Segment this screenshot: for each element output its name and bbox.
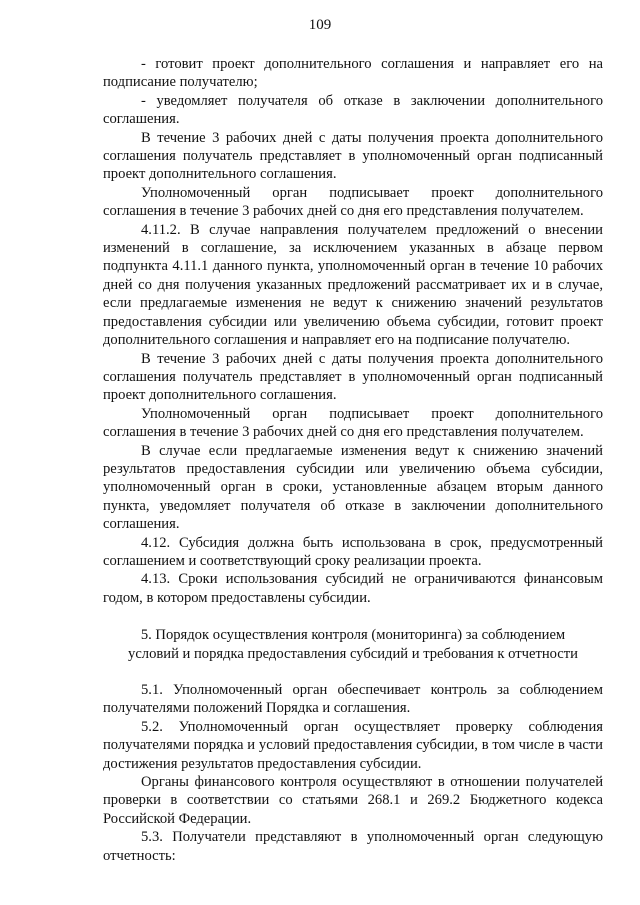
- page-number: 109: [308, 17, 332, 33]
- paragraph: В случае если предлагаемые изменения ведут к снижению значений результатов предоставления субсидии или увеличению объема субсидии, уполномоченный орган в сроки, установленные абзацем вторым данного пункта, уведомляет получателя об отказе в заключении дополнительного соглашения.: [103, 442, 603, 533]
- paragraph: 5.2. Уполномоченный орган осуществляет проверку соблюдения получателями порядка и условий предоставления субсидии, в том числе в части достижения результатов предоставления субсидии.: [103, 718, 603, 772]
- paragraph: Уполномоченный орган подписывает проект дополнительного соглашения в течение 3 рабочих дней со дня его представления получателем.: [103, 184, 603, 220]
- paragraph: Органы финансового контроля осуществляют в отношении получателей проверки в соответствии со статьями 268.1 и 269.2 Бюджетного кодекса Российской Федерации.: [103, 774, 603, 827]
- paragraph: - готовит проект дополнительного соглашения и направляет его на подписание получателю;: [103, 56, 603, 91]
- paragraph: 5.1. Уполномоченный орган обеспечивает контроль за соблюдением получателями положений Порядка и соглашения.: [103, 682, 603, 717]
- paragraph: Уполномоченный орган подписывает проект дополнительного соглашения в течение 3 рабочих дней со дня его представления получателем.: [103, 405, 603, 441]
- paragraph: В течение 3 рабочих дней с даты получения проекта дополнительного соглашения получатель представляет в уполномоченный орган подписанный проект дополнительного соглашения.: [103, 129, 603, 183]
- paragraph: 4.13. Сроки использования субсидий не ограничиваются финансовым годом, в котором предоставлены субсидии.: [103, 571, 603, 606]
- paragraph: 5.3. Получатели представляют в уполномоченный орган следующую отчетность:: [103, 829, 603, 864]
- paragraph: 4.12. Субсидия должна быть использована в срок, предусмотренный соглашением и соответствующий сроку реализации проекта.: [103, 534, 603, 569]
- section-heading: [103, 626, 603, 663]
- section-heading-line: условий и порядка предоставления субсидий и требования к отчетности: [128, 645, 578, 662]
- paragraph: В течение 3 рабочих дней с даты получения проекта дополнительного соглашения получатель представляет в уполномоченный орган подписанный проект дополнительного соглашения.: [103, 350, 603, 404]
- page-content: [103, 55, 603, 865]
- paragraph: 4.11.2. В случае направления получателем предложений о внесении изменений в соглашение, за исключением указанных в абзаце первом подпункта 4.11.1 данного пункта, уполномоченный орган в течение 10 рабочих дней со дня получения указанных предложений рассматривает их и в случае, если предлагаемые изменения не ведут к снижению значений результатов предоставления субсидии или увеличению объема субсидии, готовит проект дополнительного соглашения и направляет его на подписание получателю.: [103, 221, 603, 349]
- section-heading-line: 5. Порядок осуществления контроля (мониторинга) за соблюдением: [140, 627, 566, 644]
- paragraph: - уведомляет получателя об отказе в заключении дополнительного соглашения.: [103, 92, 603, 128]
